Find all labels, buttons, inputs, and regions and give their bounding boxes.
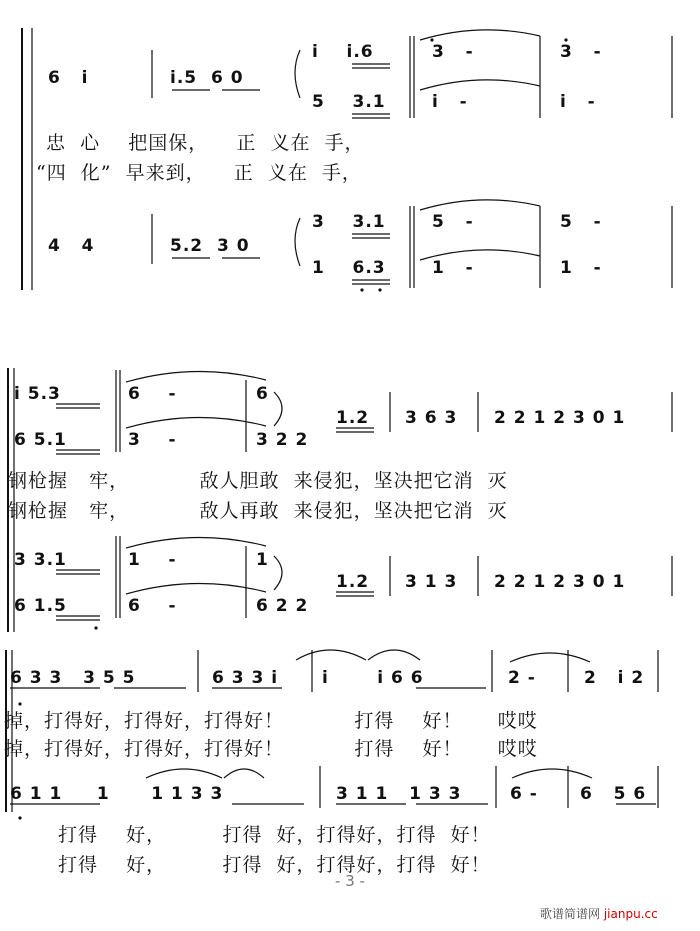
s1-upper-bar3-top: i i.6 (312, 42, 374, 62)
s3-upper-bar1: 6 3 3 3 5 5 (10, 668, 136, 688)
s1-lower-bar4-top: 5 - (432, 212, 474, 232)
s1-upper-bar4-top: 3 - (432, 42, 474, 62)
s3-upper-bar4: 2 - (508, 668, 536, 688)
s1-lyric-1: 忠 心 把国保， 正 义在 手， (46, 132, 365, 154)
s2-lower-bar5: 2 2 1 2 3 0 1 (494, 572, 626, 592)
s3-lyric-2: 掉，打得好，打得好，打得好！ 打得 好！ 哎哎 (4, 738, 538, 760)
s2-upper-bar3-top: 6 (256, 384, 269, 404)
s1-lower-bar4-bot: 1 - (432, 258, 474, 278)
s1-lower-bar5-top: 5 - (560, 212, 602, 232)
s2-lower-bar3-top: 1 (256, 550, 269, 570)
watermark (540, 905, 658, 922)
s1-lower-bar5-bot: 1 - (560, 258, 602, 278)
s1-upper-bar2: i.5 6 0 (170, 68, 244, 88)
s1-upper-bar4-bot: i - (432, 92, 468, 112)
s2-lyric-1: 钢枪握 牢， 敌人胆敢 来侵犯，坚决把它消 灭 (8, 470, 508, 492)
s2-upper-bar2-top: 6 - (128, 384, 177, 404)
s2-lower-bar2-bot: 6 - (128, 596, 177, 616)
s2-lower-bar4: 3 1 3 (405, 572, 458, 592)
s1-upper-bar5-bot: i - (560, 92, 596, 112)
s1-lower-bar3-bot: 1 6.3 (312, 258, 386, 278)
s2-upper-bar1-top: i 5.3 (14, 384, 61, 404)
s3-upper-bar5: 2 i 2 (584, 668, 645, 688)
s2-upper-bar2-bot: 3 - (128, 430, 177, 450)
s3-lower-bar2: 3 1 1 1 3 3 (336, 784, 462, 804)
s3-lower-bar1: 6 1 1 1 1 1 3 3 (10, 784, 224, 804)
s2-lower-bar3-mid: 1.2 (336, 572, 370, 592)
s3-lower-bar4: 6 5 6 (580, 784, 647, 804)
s2-lower-bar2-top: 1 - (128, 550, 177, 570)
s2-lyric-2: 钢枪握 牢， 敌人再敢 来侵犯，坚决把它消 灭 (8, 500, 508, 522)
s2-lower-bar1-bot: 6 1.5 (14, 596, 67, 616)
s1-upper-bar5-top: 3 - (560, 42, 602, 62)
s2-lower-bar1-top: 3 3.1 (14, 550, 67, 570)
s1-lower-bar1: 4 4 (48, 236, 95, 256)
s2-upper-bar4: 3 6 3 (405, 408, 458, 428)
s3-lyric-3: 打得 好， 打得 好，打得好，打得 好！ (58, 824, 491, 846)
s3-lyric-1: 掉，打得好，打得好，打得好！ 打得 好！ 哎哎 (4, 710, 538, 732)
s2-upper-bar1-bot: 6 5.1 (14, 430, 67, 450)
s2-upper-bar5: 2 2 1 2 3 0 1 (494, 408, 626, 428)
s3-upper-bar2: 6 3 3 i (212, 668, 279, 688)
s2-lower-bar3-bot: 6 2 2 (256, 596, 309, 616)
s1-lyric-2: “四 化” 早来到， 正 义在 手， (36, 162, 362, 184)
s1-lower-bar2: 5.2 3 0 (170, 236, 250, 256)
s1-upper-bar3-bot: 5 3.1 (312, 92, 386, 112)
s1-upper-bar1: 6 i (48, 68, 89, 88)
s1-lower-bar3-top: 3 3.1 (312, 212, 386, 232)
s2-upper-bar3-bot: 3 2 2 (256, 430, 309, 450)
page-number: - 3 - (335, 872, 365, 890)
watermark-url: jianpu.cc (603, 907, 658, 921)
s3-lower-bar3: 6 - (510, 784, 538, 804)
s3-lyric-4: 打得 好， 打得 好，打得好，打得 好！ (58, 854, 491, 876)
watermark-cn: 歌谱简谱网 (540, 907, 601, 921)
s2-upper-bar3-mid: 1.2 (336, 408, 370, 428)
s3-upper-bar3: i i 6 6 (322, 668, 424, 688)
